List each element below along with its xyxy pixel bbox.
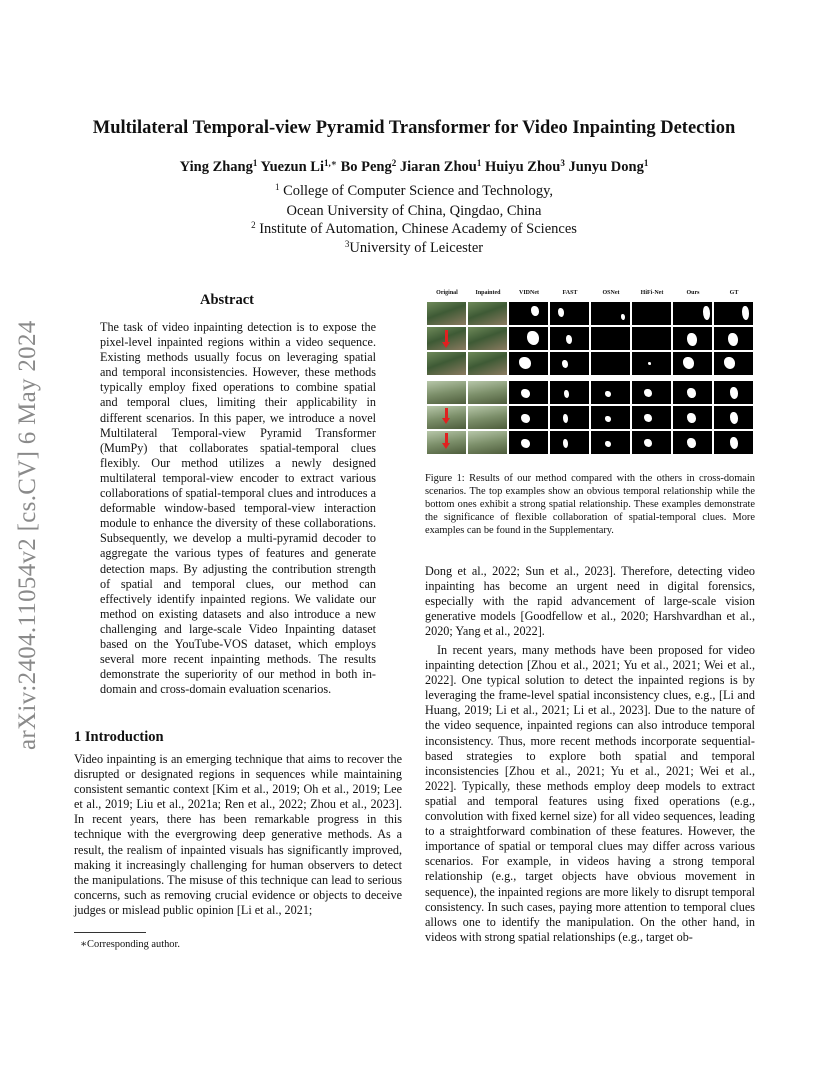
inpainted-frame — [468, 327, 507, 350]
original-frame — [427, 381, 466, 404]
author: Jiaran Zhou$^1$ — [399, 158, 482, 175]
affiliation-line: Ocean University of China, Qingdao, China — [286, 203, 542, 219]
author-list — [0, 159, 828, 176]
inpainted-frame — [468, 406, 507, 429]
mask-ours — [673, 381, 712, 404]
temporal-arrow — [445, 433, 448, 445]
affiliation-line: $^1$ College of Computer Science and Technology, — [274, 182, 554, 199]
mask-hifinet — [632, 352, 671, 375]
mask-osnet — [591, 431, 630, 454]
abstract-heading: Abstract — [200, 292, 254, 308]
mask-vidnet — [509, 352, 548, 375]
column-label: VIDNet — [519, 290, 539, 296]
author: Huiyu Zhou$^3$ — [484, 158, 565, 175]
mask-gt — [714, 406, 753, 429]
mask-ours — [673, 406, 712, 429]
mask-osnet — [591, 352, 630, 375]
affiliation-line: $^3$University of Leicester — [344, 239, 484, 256]
figure-1-caption: Figure 1: Results of our method compared with the others in cross-domain scenarios. The top examples show an obvious temporal relationship while the bottom ones exhibit a strong spatial relationship. These examples demonstrate the significance of flexible collaboration of spatial-temporal clues. More examples can be found in the Supplementary. — [425, 473, 755, 536]
mask-fast — [550, 406, 589, 429]
mask-hifinet — [632, 327, 671, 350]
column-label: FAST — [562, 290, 578, 296]
footnote: ∗Corresponding author. — [80, 939, 180, 950]
mask-vidnet — [509, 327, 548, 350]
column-label: OSNet — [602, 290, 620, 296]
inpainted-frame — [468, 352, 507, 375]
mask-gt — [714, 352, 753, 375]
mask-osnet — [591, 406, 630, 429]
temporal-arrow — [445, 408, 448, 420]
inpainted-frame — [468, 431, 507, 454]
mask-ours — [673, 302, 712, 325]
footnote-rule — [74, 932, 146, 933]
abstract-text: The task of video inpainting detection is to expose the pixel-level inpainted regions within a video sequence. Existing methods usually focus on leveraging spatial and temporal inconsistencies. However, these methods typically employ fixed operations to combine spatial and temporal clues, limiting their applicability in different scenarios. In this paper, we introduce a novel Multilateral Temporal-view Pyramid Transformer (MumPy) that collaborates spatial-temporal clues flexibly. Our method utilizes a newly designed multilateral temporal-view encoder to extract various collaborations of spatial-temporal clues and introduces a deformable window-based temporal-view interaction module to enhance the diversity of these collaborations. Subsequently, we develop a multi-pyramid decoder to aggregate the various types of features and generate detection maps. By adjusting the contribution strength of spatial and temporal clues, our method can effectively identify inpainted regions. We validate our method on existing datasets and also introduce a new challenging and large-scale Video Inpainting dataset based on the YouTube-VOS dataset, which employs several more recent inpainting methods. The results demonstrate the superiority of our method in both in-domain and cross-domain evaluation scenarios. — [100, 320, 376, 697]
mask-gt — [714, 302, 753, 325]
column-label: GT — [729, 290, 739, 296]
mask-osnet — [591, 381, 630, 404]
column-label: Ours — [686, 290, 700, 296]
mask-fast — [550, 352, 589, 375]
inpainted-frame — [468, 302, 507, 325]
author: Yuezun $Li^{1,∗}$ — [260, 158, 337, 175]
column-label: Inpainted — [475, 290, 501, 296]
mask-hifinet — [632, 302, 671, 325]
inpainted-frame — [468, 381, 507, 404]
original-frame — [427, 302, 466, 325]
author: Junyu Dong$^1$ — [568, 158, 649, 175]
mask-ours — [673, 352, 712, 375]
introduction-text: Video inpainting is an emerging technique that aims to recover the disrupted or designated regions in sequences while maintaining consistent semantic context [Kim et al., 2019; Oh et al., 2019; Lee et al., 2019; Liu et al., 2021a; Ren et al., 2022; Zhou et al., 2023]. In recent years, there has been remarkable progress in this technique with the evergrowing deep generative methods. As a result, the realism of inpainted visuals has significantly improved, making it increasingly challenging for human observers to detect the manipulations. The misuse of this technique can lead to serious concerns, such as removing crucial evidence or objects to deceive judges or mislead public opinion [Li et al., 2021; — [74, 752, 402, 917]
mask-vidnet — [509, 406, 548, 429]
mask-gt — [714, 327, 753, 350]
affiliation-line: $^2$ Institute of Automation, Chinese Academy of Sciences — [251, 220, 577, 237]
paper-title: Multilateral Temporal-view Pyramid Transformer for Video Inpainting Detection — [92, 118, 736, 138]
mask-gt — [714, 431, 753, 454]
section-heading-introduction: 1 Introduction — [74, 729, 164, 745]
mask-vidnet — [509, 302, 548, 325]
mask-osnet — [591, 302, 630, 325]
author: Ying Zhang$^1$ — [179, 158, 258, 175]
mask-fast — [550, 327, 589, 350]
mask-fast — [550, 302, 589, 325]
mask-fast — [550, 431, 589, 454]
mask-vidnet — [509, 431, 548, 454]
mask-fast — [550, 381, 589, 404]
mask-osnet — [591, 327, 630, 350]
mask-hifinet — [632, 381, 671, 404]
original-frame — [427, 352, 466, 375]
mask-ours — [673, 431, 712, 454]
temporal-arrow — [445, 330, 448, 344]
author: Bo Peng$^2$ — [340, 158, 397, 175]
mask-hifinet — [632, 406, 671, 429]
mask-gt — [714, 381, 753, 404]
arxiv-identifier: arXiv:2404.11054v2 [cs.CV] 6 May 2024 — [14, 320, 41, 750]
column-label: HiFi-Net — [640, 290, 664, 296]
right-column-paragraph: Dong et al., 2022; Sun et al., 2023]. Therefore, detecting video inpainting has become an urgent need in digital forensics, especially with the rapid advancement of large-scale vision generative models [Goodfellow et al., 2020; Harshvardhan et al., 2020; Yang et al., 2022]. — [425, 564, 755, 639]
mask-hifinet — [632, 431, 671, 454]
mask-vidnet — [509, 381, 548, 404]
right-column-paragraph: In recent years, many methods have been proposed for video inpainting detection [Zhou et al., 2021; Yu et al., 2021; Wei et al., 2022]. One typical solution to detect the inpainted regions is by leveraging the frame-level spatial inconsistency clues, e.g., [Li and Huang, 2019; Li et al., 2021; Li et al., 2023]. Due to the nature of the video sequence, inpainted regions can also introduce temporal inconsistency. Thus, more recent methods incorporate sequential-based strategies to explore both spatial and temporal inconsistencies [Zhou et al., 2021; Yu et al., 2021; Wei et al., 2022]. Typically, these methods employ deep models to extract spatial and temporal features using fixed operations (e.g., convolution with fixed kernel size) for all video sequences, leading to a straightforward combination of these features. However, the importance of spatial or temporal clues may differ across various scenarios. For example, in videos having a strong temporal relationship (e.g., target objects have obvious movement in sequence), the inpainted regions are more likely to disrupt temporal consistency. In such cases, paying more attention to temporal clues allows one to identify the manipulation. On the other hand, in videos with strong spatial relationships (e.g., target ob- — [425, 643, 755, 944]
figure-1 — [427, 290, 755, 462]
mask-ours — [673, 327, 712, 350]
column-label: Original — [436, 290, 458, 296]
